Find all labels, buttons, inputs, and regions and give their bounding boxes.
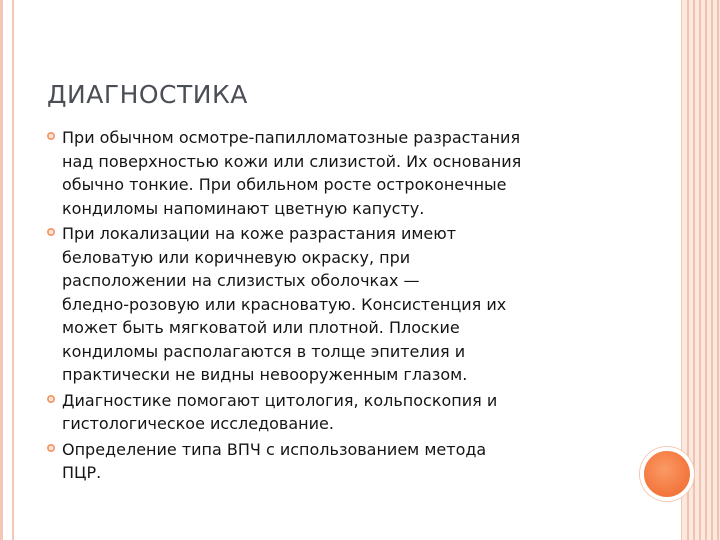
- list-item: [47, 126, 615, 220]
- right-stripe: [711, 0, 713, 540]
- bullet-text: При обычном осмотре-папилломатозные разрастания над поверхностью кожи или слизистой. Их основания обычно тонкие. При обильном росте остроконечные кондиломы напоминают цветную капусту.: [62, 128, 522, 218]
- list-item: [47, 438, 615, 485]
- right-stripe: [717, 0, 719, 540]
- bullet-text: Диагностике помогают цитология, кольпоскопия и гистологическое исследование.: [62, 390, 498, 433]
- bullet-text: При локализации на коже разрастания имеют беловатую или коричневую окраску, при расположении на слизистых оболочках — бледно-розовую или красноватую. Консистенция их может быть мягковатой или плотной. Плоские кондиломы располагаются в толще эпителия и практически не видны невооруженным глазом.: [62, 224, 507, 384]
- bullet-circle-icon: [47, 132, 55, 140]
- left-frame-line: [12, 0, 14, 540]
- list-item: [47, 222, 615, 387]
- left-frame-edge: [0, 0, 3, 540]
- list-item: [47, 389, 615, 436]
- slide-title: ДИАГНОСТИКА: [47, 80, 248, 109]
- right-stripe: [693, 0, 695, 540]
- bullet-circle-icon: [47, 228, 55, 236]
- decorative-circle-icon: [640, 447, 694, 501]
- bullet-circle-icon: [47, 444, 55, 452]
- bullet-circle-icon: [47, 395, 55, 403]
- bullet-text: Определение типа ВПЧ с использованием метода ПЦР.: [62, 439, 487, 482]
- right-stripe: [705, 0, 707, 540]
- bullet-list: [47, 126, 615, 487]
- right-stripe: [699, 0, 701, 540]
